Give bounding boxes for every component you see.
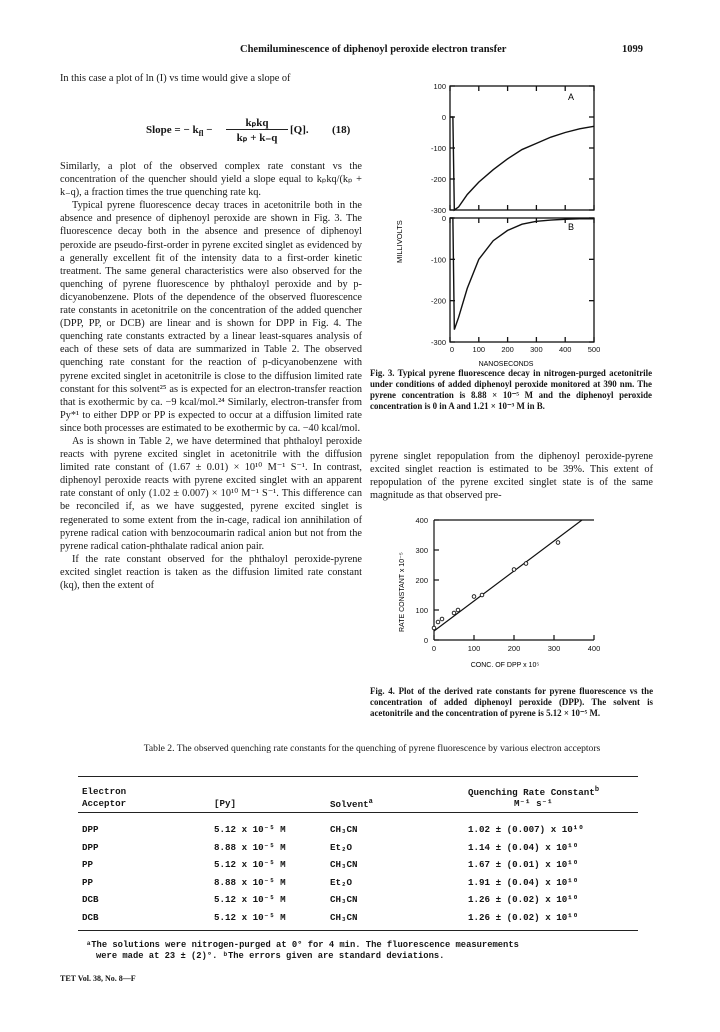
table-cell-rate: 1.67 ± (0.01) x 10¹⁰ — [468, 859, 579, 870]
fig3-xlabel: NANOSECONDS — [478, 361, 534, 368]
table-bottom-rule — [78, 930, 638, 931]
fig4-xtick-label: 400 — [587, 644, 601, 653]
table-cell-py: 5.12 x 10⁻⁵ M — [214, 911, 286, 923]
paragraph: Typical pyrene fluorescence decay traces in acetonitrile both in the absence and presence of diphenoyl peroxide are shown in Fig. 3. The fluorescence decay both in the absence and presence of diphenoyl peroxide are pseudo-first-order in pyrene excited singlet as evidenced by a generally excellent fit of the intensity data to a first-order kinetic treatment. The same general characteristics were also observed for the quenching of pyrene fluorescence by phthaloyl peroxide and by p-dicyanobenzene. Plots of the dependence of the observed fluorescence rate constants in acetonitrile on the concentration of the added quencher (DPP, PP, or DCB) are linear and is shown for DPP in Fig. 4. The quenching rate constants extracted by a linear least-squares analysis of each of these sets of data are summarized in Table 2. The observed quenching rate constant for the reaction of p-dicyanobenzene with pyrene excited singlet in acetonitrile is close to the diffusion limited rate constant for this solvent²⁵ as is expected for an electron-transfer reaction that is exothermic by ca. −9 kcal/mol.²⁴ Similarly, electron-transfer from Py*¹ to either DPP or PP is expected to occur at a diffusion limited rate since both processes are estimated to be exothermic by ca. −40 kcal/mol. — [60, 200, 362, 434]
fig4-ytick-label: 200 — [415, 576, 428, 585]
fig3-panel-frame — [450, 218, 594, 342]
fig4-data-point — [472, 595, 476, 599]
fig4-data-point — [480, 593, 484, 597]
table-cell-py: 8.88 x 10⁻⁵ M — [214, 841, 286, 853]
table-cell-rate: 1.91 ± (0.04) x 10¹⁰ — [468, 876, 579, 888]
fig3-xtick-label: 400 — [558, 345, 572, 354]
header-py: [Py] — [214, 798, 237, 809]
table-cell-py: 5.12 x 10⁻⁵ M — [214, 859, 286, 870]
fig3-ylabel: MILLIVOLTS — [395, 220, 404, 263]
table2 — [78, 776, 638, 936]
fig3-xtick-label: 0 — [449, 345, 455, 354]
table-cell-acceptor: DCB — [82, 894, 99, 905]
equation-numerator: kₚkq — [226, 116, 288, 130]
fig4-xlabel: CONC. OF DPP x 10⁵ — [470, 662, 540, 669]
table-cell-py: 8.88 x 10⁻⁵ M — [214, 876, 286, 888]
fig3-panel-frame — [450, 86, 594, 210]
fig3-ytick-label: 100 — [433, 82, 446, 91]
table-cell-acceptor: DPP — [82, 824, 99, 835]
fig3-xtick-label: 500 — [587, 345, 601, 354]
table-header-rule — [78, 812, 638, 813]
table-cell-rate: 1.26 ± (0.02) x 10¹⁰ — [468, 894, 579, 905]
fig4-data-point — [524, 562, 528, 566]
fig3-decay-trace — [450, 218, 594, 330]
fig3-ytick-label: -100 — [430, 144, 446, 153]
fig4-ytick-label: 100 — [415, 606, 428, 615]
table-cell-solvent: CH₃CN — [330, 859, 358, 870]
running-title: Chemiluminescence of diphenoyl peroxide electron transfer — [240, 44, 507, 55]
fig4-xtick-label: 100 — [467, 644, 481, 653]
table-cell-acceptor: DPP — [82, 841, 99, 853]
equation-denominator: kₚ + k₋q — [236, 132, 278, 144]
journal-footer: TET Vol. 38, No. 8—F — [60, 974, 136, 983]
fig3-ytick-label: -300 — [430, 338, 446, 347]
table-cell-solvent: CH₃CN — [330, 911, 358, 923]
fig3-decay-trace — [450, 117, 594, 210]
equation-intro: In this case a plot of ln (I) vs time would give a slope of — [60, 73, 291, 84]
table-cell-rate: 1.14 ± (0.04) x 10¹⁰ — [468, 841, 579, 853]
paragraph: If the rate constant observed for the phthaloyl peroxide-pyrene excited singlet reaction is taken as the diffusion limited rate constant (kq), then the extent of — [60, 553, 362, 591]
fig4-caption-text: Plot of the derived rate constants for pyrene fluorescence vs the concentration of added diphenoyl peroxide (DPP). The solvent is acetonitrile and the concentration of pyrene is 5.12 × 10⁻⁵ M. — [370, 686, 654, 718]
fig4-ytick-label: 400 — [415, 516, 428, 525]
header-rate-units: M⁻¹ s⁻¹ — [514, 798, 553, 809]
equation-lhs: Slope = − $k_{fl}$ − — [146, 124, 213, 139]
header-solvent: Solvent$^a$ — [330, 798, 373, 811]
fig4-chart — [390, 512, 640, 672]
table-cell-solvent: CH₃CN — [330, 824, 358, 835]
fig4-xtick-label: 300 — [547, 644, 561, 653]
table-cell-acceptor: PP — [82, 876, 94, 888]
fig4-caption-label: Fig. 4. — [370, 686, 395, 696]
table2-title: Table 2. The observed quenching rate constants for the quenching of pyrene fluorescence by various electron acceptors — [143, 743, 601, 754]
fig3-panel-b-label: B — [568, 222, 575, 232]
table-cell-acceptor: PP — [82, 859, 94, 870]
equation-18 — [146, 116, 368, 152]
fig4-ytick-label: 0 — [423, 636, 428, 645]
footnote-line1: ᵃThe solutions were nitrogen-purged at 0° for 4 min. The fluorescence measurements — [86, 940, 519, 950]
table-cell-acceptor: DCB — [82, 911, 99, 923]
fig3-xtick-label: 300 — [530, 345, 543, 354]
fig3-ytick-label: -200 — [430, 296, 446, 306]
fig4-data-point — [452, 611, 456, 615]
header-acceptor-line1: Electron — [82, 786, 127, 797]
fig3-xtick-label: 100 — [472, 345, 486, 354]
fig4-caption — [370, 686, 653, 719]
paragraph: Similarly, a plot of the observed complex rate constant vs the concentration of the quencher should yield a slope equal to kₚkq/(kₚ + k₋q), a fraction times the true quenching rate kq. — [60, 161, 362, 199]
fig4-xtick-label: 0 — [431, 644, 437, 653]
fig3-ytick-label: -200 — [430, 175, 446, 184]
equation-tail: [Q]. — [290, 124, 309, 136]
fig4-data-point — [432, 626, 436, 630]
left-body — [60, 160, 362, 592]
table-cell-py: 5.12 x 10⁻⁵ M — [214, 824, 286, 835]
fig4-xtick-label: 200 — [507, 644, 521, 653]
fig4-data-point — [456, 608, 460, 612]
fig3-xtick-label: 200 — [501, 345, 514, 354]
table-cell-solvent: CH₃CN — [330, 894, 358, 905]
table-cell-solvent: Et₂O — [330, 841, 353, 853]
fig3-ytick-label: 0 — [441, 113, 446, 122]
table-cell-solvent: Et₂O — [330, 876, 353, 888]
fig3-panel-a-label: A — [568, 92, 575, 102]
footnote-line2: were made at 23 ± (2)°. ᵇThe errors given are standard deviations. — [96, 951, 445, 961]
table-top-rule — [78, 776, 638, 777]
table2-footnote — [86, 940, 519, 962]
header-acceptor-line2: Acceptor — [82, 798, 127, 809]
table-cell-py: 5.12 x 10⁻⁵ M — [214, 894, 286, 905]
fig3-ytick-label: -100 — [430, 255, 446, 265]
page-number: 1099 — [622, 44, 643, 55]
fig3-caption — [370, 368, 652, 412]
fig4-fit-line — [434, 520, 582, 631]
fig4-data-point — [440, 617, 444, 621]
left-column — [60, 72, 362, 85]
right-column-paragraph: pyrene singlet repopulation from the diphenoyl peroxide-pyrene excited singlet reaction is estimated to be 39%. This extent of repopulation of the pyrene excited singlet state is of the same magnitude as that observed pre- — [370, 451, 653, 502]
fig4-ylabel: RATE CONSTANT x 10⁻⁵ — [399, 552, 406, 632]
fig3-ytick-label: 0 — [441, 214, 446, 223]
fig3-caption-text: Typical pyrene fluorescence decay in nitrogen-purged acetonitrile under conditions of added diphenoyl peroxide monitored at 390 nm. The pyrene concentration is 8.88 × 10⁻⁵ M and the diphenoyl peroxide concentration is 0 in A and 1.21 × 10⁻³ M in B. — [370, 368, 653, 411]
paragraph: As is shown in Table 2, we have determined that phthaloyl peroxide reacts with pyrene excited singlet in acetonitrile with the diffusion limited rate constant of (1.67 ± 0.01) × 10¹⁰ M⁻¹ S⁻¹. In contrast, diphenoyl peroxide reacts with pyrene excited singlet with an apparent rate constant of only (1.02 ± 0.007) × 10¹⁰ M⁻¹ S⁻¹. This difference can be reconciled if, as we have suggested, pyrene excited singlet is regenerated to some extent from the in-cage, radical ion annihilation of pyrene radical cation with benzocoumarin radical anion but not from the pyrene radical cation-phthalate radical anion pair. — [60, 435, 362, 552]
fig4-data-point — [512, 568, 516, 572]
fig3-caption-label: Fig. 3. — [370, 368, 395, 378]
fig4-data-point — [436, 620, 440, 624]
fig3-chart — [388, 78, 628, 368]
table-cell-rate: 1.26 ± (0.02) x 10¹⁰ — [468, 911, 579, 923]
fig4-data-point — [556, 541, 560, 545]
header-rate: Quenching Rate Constant$^b$ — [468, 786, 600, 799]
equation-number: (18) — [332, 124, 351, 136]
fig4-ytick-label: 300 — [415, 546, 428, 555]
fig3-ytick-label: -300 — [430, 206, 446, 215]
table-cell-rate: 1.02 ± (0.007) x 10¹⁰ — [468, 824, 584, 835]
